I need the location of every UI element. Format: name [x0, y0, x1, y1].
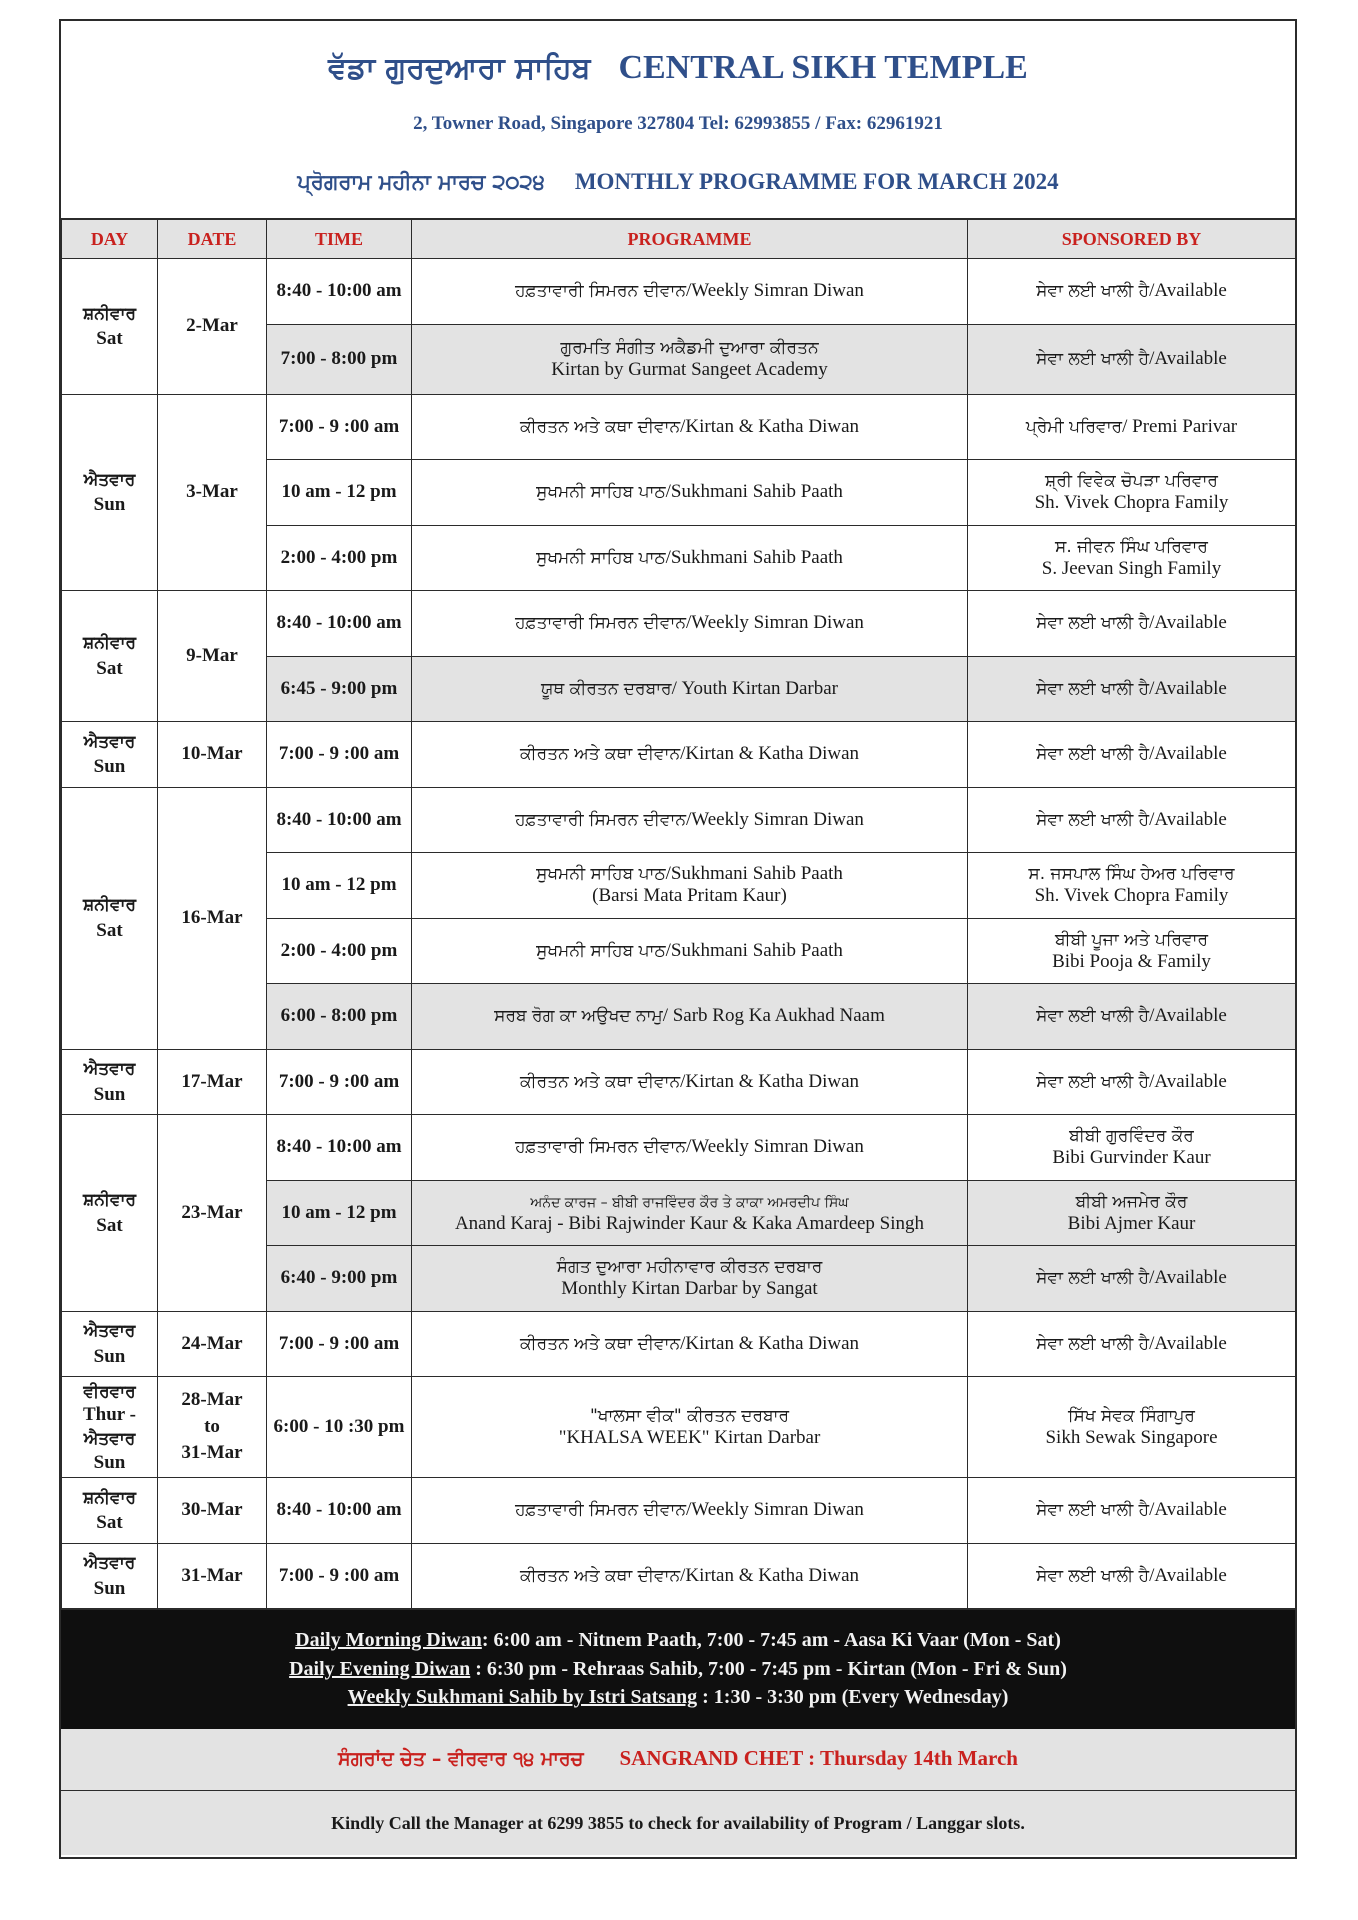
sponsor-cell: ਬੀਬੀ ਅਜਮੇਰ ਕੌਰ Bibi Ajmer Kaur	[968, 1180, 1296, 1246]
col-programme: PROGRAMME	[412, 219, 968, 259]
daily-diwan-box	[61, 1609, 1295, 1729]
day-cell: ਸ਼ਨੀਵਾਰ Sat	[62, 787, 158, 1049]
programme-cell: "ਖਾਲਸਾ ਵੀਕ" ਕੀਰਤਨ ਦਰਬਾਰ "KHALSA WEEK" Kirtan Darbar	[412, 1377, 968, 1478]
programme-cell: ਹਫ਼ਤਾਵਾਰੀ ਸਿਮਰਨ ਦੀਵਾਨ/Weekly Simran Diwan	[412, 1115, 968, 1181]
sponsor-cell: ਸੇਵਾ ਲਈ ਖਾਲੀ ਹੈ/Available	[968, 984, 1296, 1050]
sponsor-cell: ਸੇਵਾ ਲਈ ਖਾਲੀ ਹੈ/Available	[968, 1543, 1296, 1609]
table-row	[62, 1115, 1296, 1181]
sponsor-cell: ਸੇਵਾ ਲਈ ਖਾਲੀ ਹੈ/Available	[968, 787, 1296, 853]
day-cell: ਐਤਵਾਰ Sun	[62, 394, 158, 591]
time-cell: 8:40 - 10:00 am	[267, 1478, 412, 1544]
date-cell: 30-Mar	[158, 1478, 267, 1544]
programme-cell: ਕੀਰਤਨ ਅਤੇ ਕਥਾ ਦੀਵਾਨ/Kirtan & Katha Diwan	[412, 1543, 968, 1609]
time-cell: 10 am - 12 pm	[267, 460, 412, 526]
time-cell: 7:00 - 9 :00 am	[267, 394, 412, 460]
programme-cell: ਹਫ਼ਤਾਵਾਰੀ ਸਿਮਰਨ ਦੀਵਾਨ/Weekly Simran Diwan	[412, 787, 968, 853]
sangrand-punjabi: ਸੰਗਰਾਂਦ ਚੇਤ – ਵੀਰਵਾਰ ੧੪ ਮਾਰਚ	[338, 1748, 584, 1770]
sponsor-cell: ਸੇਵਾ ਲਈ ਖਾਲੀ ਹੈ/Available	[968, 591, 1296, 657]
day-cell: ਸ਼ਨੀਵਾਰ Sat	[62, 1478, 158, 1544]
programme-cell: ਸਰਬ ਰੋਗ ਕਾ ਅਉਖਦ ਨਾਮੁ/ Sarb Rog Ka Aukhad Naam	[412, 984, 968, 1050]
sponsor-cell: ਸੇਵਾ ਲਈ ਖਾਲੀ ਹੈ/Available	[968, 1049, 1296, 1115]
time-cell: 8:40 - 10:00 am	[267, 591, 412, 657]
time-cell: 6:45 - 9:00 pm	[267, 656, 412, 722]
time-cell: 2:00 - 4:00 pm	[267, 525, 412, 591]
time-cell: 7:00 - 9 :00 am	[267, 1543, 412, 1609]
title-english: CENTRAL SIKH TEMPLE	[618, 49, 1028, 86]
sponsor-cell: ਸੇਵਾ ਲਈ ਖਾਲੀ ਹੈ/Available	[968, 1311, 1296, 1377]
table-row	[62, 1478, 1296, 1544]
morning-diwan-line: Daily Morning Diwan: 6:00 am - Nitnem Paath, 7:00 - 7:45 am - Aasa Ki Vaar (Mon - Sat)	[295, 1629, 1061, 1651]
sponsor-cell: ਸਿੱਖ ਸੇਵਕ ਸਿੰਗਾਪੁਰ Sikh Sewak Singapore	[968, 1377, 1296, 1478]
time-cell: 6:00 - 8:00 pm	[267, 984, 412, 1050]
sponsor-cell: ਸੇਵਾ ਲਈ ਖਾਲੀ ਹੈ/Available	[968, 259, 1296, 325]
day-cell: ਸ਼ਨੀਵਾਰ Sat	[62, 259, 158, 395]
sponsor-cell: ਸੇਵਾ ਲਈ ਖਾਲੀ ਹੈ/Available	[968, 722, 1296, 788]
date-cell: 24-Mar	[158, 1311, 267, 1377]
time-cell: 10 am - 12 pm	[267, 853, 412, 919]
date-cell: 2-Mar	[158, 259, 267, 395]
time-cell: 8:40 - 10:00 am	[267, 1115, 412, 1181]
header-row	[62, 219, 1296, 259]
programme-cell: ਕੀਰਤਨ ਅਤੇ ਕਥਾ ਦੀਵਾਨ/Kirtan & Katha Diwan	[412, 394, 968, 460]
table-row	[62, 722, 1296, 788]
table-row	[62, 259, 1296, 325]
time-cell: 6:40 - 9:00 pm	[267, 1246, 412, 1312]
day-cell: ਵੀਰਵਾਰ Thur - ਐਤਵਾਰ Sun	[62, 1377, 158, 1478]
time-cell: 7:00 - 9 :00 am	[267, 722, 412, 788]
time-cell: 8:40 - 10:00 am	[267, 259, 412, 325]
table-row	[62, 1049, 1296, 1115]
schedule-table	[61, 218, 1296, 1609]
programme-cell: ਯੂਥ ਕੀਰਤਨ ਦਰਬਾਰ/ Youth Kirtan Darbar	[412, 656, 968, 722]
date-cell: 16-Mar	[158, 787, 267, 1049]
table-row	[62, 394, 1296, 460]
address-line: 2, Towner Road, Singapore 327804 Tel: 62993855 / Fax: 62961921	[413, 113, 943, 134]
temple-title	[61, 49, 1295, 87]
time-cell: 2:00 - 4:00 pm	[267, 918, 412, 984]
date-cell: 31-Mar	[158, 1543, 267, 1609]
time-cell: 6:00 - 10 :30 pm	[267, 1377, 412, 1478]
sponsor-cell: ਸੇਵਾ ਲਈ ਖਾਲੀ ਹੈ/Available	[968, 1246, 1296, 1312]
sponsor-cell: ਬੀਬੀ ਗੁਰਵਿੰਦਰ ਕੌਰ Bibi Gurvinder Kaur	[968, 1115, 1296, 1181]
time-cell: 10 am - 12 pm	[267, 1180, 412, 1246]
programme-heading-english: MONTHLY PROGRAMME FOR MARCH 2024	[574, 169, 1059, 194]
programme-heading	[61, 169, 1295, 195]
programme-cell: ਸੁਖਮਨੀ ਸਾਹਿਬ ਪਾਠ/Sukhmani Sahib Paath (Barsi Mata Pritam Kaur)	[412, 853, 968, 919]
col-sponsored-by: SPONSORED BY	[968, 219, 1296, 259]
table-row	[62, 787, 1296, 853]
table-row	[62, 1543, 1296, 1609]
sponsor-cell: ਸੇਵਾ ਲਈ ਖਾਲੀ ਹੈ/Available	[968, 324, 1296, 394]
programme-heading-punjabi: ਪ੍ਰੋਗਰਾਮ ਮਹੀਨਾ ਮਾਰਚ ੨੦੨੪	[297, 170, 545, 194]
evening-diwan-line: Daily Evening Diwan : 6:30 pm - Rehraas Sahib, 7:00 - 7:45 pm - Kirtan (Mon - Fri & Sun)	[289, 1657, 1067, 1680]
programme-cell: ਸੰਗਤ ਦੁਆਰਾ ਮਹੀਨਾਵਾਰ ਕੀਰਤਨ ਦਰਬਾਰ Monthly Kirtan Darbar by Sangat	[412, 1246, 968, 1312]
time-cell: 7:00 - 9 :00 am	[267, 1311, 412, 1377]
table-row	[62, 591, 1296, 657]
programme-cell: ਹਫ਼ਤਾਵਾਰੀ ਸਿਮਰਨ ਦੀਵਾਨ/Weekly Simran Diwan	[412, 591, 968, 657]
sponsor-cell: ਸੇਵਾ ਲਈ ਖਾਲੀ ਹੈ/Available	[968, 1478, 1296, 1544]
sponsor-cell: ਸੇਵਾ ਲਈ ਖਾਲੀ ਹੈ/Available	[968, 656, 1296, 722]
time-cell: 7:00 - 9 :00 am	[267, 1049, 412, 1115]
sponsor-cell: ਸ਼੍ਰੀ ਵਿਵੇਕ ਚੋਪੜਾ ਪਰਿਵਾਰ Sh. Vivek Chopra Family	[968, 460, 1296, 526]
col-time: TIME	[267, 219, 412, 259]
weekly-sukhmani-line: Weekly Sukhmani Sahib by Istri Satsang : 1:30 - 3:30 pm (Every Wednesday)	[347, 1686, 1009, 1708]
date-cell: 3-Mar	[158, 394, 267, 591]
day-cell: ਸ਼ਨੀਵਾਰ Sat	[62, 1115, 158, 1312]
programme-cell: ਹਫ਼ਤਾਵਾਰੀ ਸਿਮਰਨ ਦੀਵਾਨ/Weekly Simran Diwan	[412, 1478, 968, 1544]
programme-cell: ਹਫ਼ਤਾਵਾਰੀ ਸਿਮਰਨ ਦੀਵਾਨ/Weekly Simran Diwan	[412, 259, 968, 325]
sponsor-cell: ਬੀਬੀ ਪੂਜਾ ਅਤੇ ਪਰਿਵਾਰ Bibi Pooja & Family	[968, 918, 1296, 984]
programme-sheet	[59, 19, 1297, 1859]
programme-cell: ਕੀਰਤਨ ਅਤੇ ਕਥਾ ਦੀਵਾਨ/Kirtan & Katha Diwan	[412, 1049, 968, 1115]
date-cell: 23-Mar	[158, 1115, 267, 1312]
day-cell: ਸ਼ਨੀਵਾਰ Sat	[62, 591, 158, 722]
programme-cell: ਸੁਖਮਨੀ ਸਾਹਿਬ ਪਾਠ/Sukhmani Sahib Paath	[412, 918, 968, 984]
programme-cell: ਸੁਖਮਨੀ ਸਾਹਿਬ ਪਾਠ/Sukhmani Sahib Paath	[412, 525, 968, 591]
table-row	[62, 1311, 1296, 1377]
day-cell: ਐਤਵਾਰ Sun	[62, 1049, 158, 1115]
time-cell: 7:00 - 8:00 pm	[267, 324, 412, 394]
sangrand-notice	[61, 1729, 1295, 1791]
date-cell: 10-Mar	[158, 722, 267, 788]
sponsor-cell: ਸ. ਜਸਪਾਲ ਸਿੰਘ ਹੇਅਰ ਪਰਿਵਾਰ Sh. Vivek Chopra Family	[968, 853, 1296, 919]
col-date: DATE	[158, 219, 267, 259]
title-punjabi: ਵੱਡਾ ਗੁਰਦੁਆਰਾ ਸਾਹਿਬ	[328, 51, 591, 86]
sponsor-cell: ਪ੍ਰੇਮੀ ਪਰਿਵਾਰ/ Premi Parivar	[968, 394, 1296, 460]
programme-cell: ਕੀਰਤਨ ਅਤੇ ਕਥਾ ਦੀਵਾਨ/Kirtan & Katha Diwan	[412, 722, 968, 788]
time-cell: 8:40 - 10:00 am	[267, 787, 412, 853]
date-cell: 17-Mar	[158, 1049, 267, 1115]
col-day: DAY	[62, 219, 158, 259]
programme-cell: ਅਨੰਦ ਕਾਰਜ – ਬੀਬੀ ਰਾਜਵਿੰਦਰ ਕੌਰ ਤੇ ਕਾਕਾ ਅਮਰਦੀਪ ਸਿੰਘ Anand Karaj - Bibi Rajwinder Kaur & Kaka Amardeep Singh	[412, 1180, 968, 1246]
day-cell: ਐਤਵਾਰ Sun	[62, 1543, 158, 1609]
date-cell: 28-Mar to 31-Mar	[158, 1377, 267, 1478]
sangrand-english: SANGRAND CHET : Thursday 14th March	[619, 1746, 1018, 1770]
date-cell: 9-Mar	[158, 591, 267, 722]
programme-cell: ਗੁਰਮਤਿ ਸੰਗੀਤ ਅਕੈਡਮੀ ਦੁਆਰਾ ਕੀਰਤਨ Kirtan by Gurmat Sangeet Academy	[412, 324, 968, 394]
day-cell: ਐਤਵਾਰ Sun	[62, 722, 158, 788]
programme-cell: ਕੀਰਤਨ ਅਤੇ ਕਥਾ ਦੀਵਾਨ/Kirtan & Katha Diwan	[412, 1311, 968, 1377]
footer-note: Kindly Call the Manager at 6299 3855 to check for availability of Program / Langgar slots.	[61, 1791, 1295, 1855]
day-cell: ਐਤਵਾਰ Sun	[62, 1311, 158, 1377]
sponsor-cell: ਸ. ਜੀਵਨ ਸਿੰਘ ਪਰਿਵਾਰ S. Jeevan Singh Family	[968, 525, 1296, 591]
header	[61, 21, 1295, 218]
programme-cell: ਸੁਖਮਨੀ ਸਾਹਿਬ ਪਾਠ/Sukhmani Sahib Paath	[412, 460, 968, 526]
table-row	[62, 1377, 1296, 1478]
